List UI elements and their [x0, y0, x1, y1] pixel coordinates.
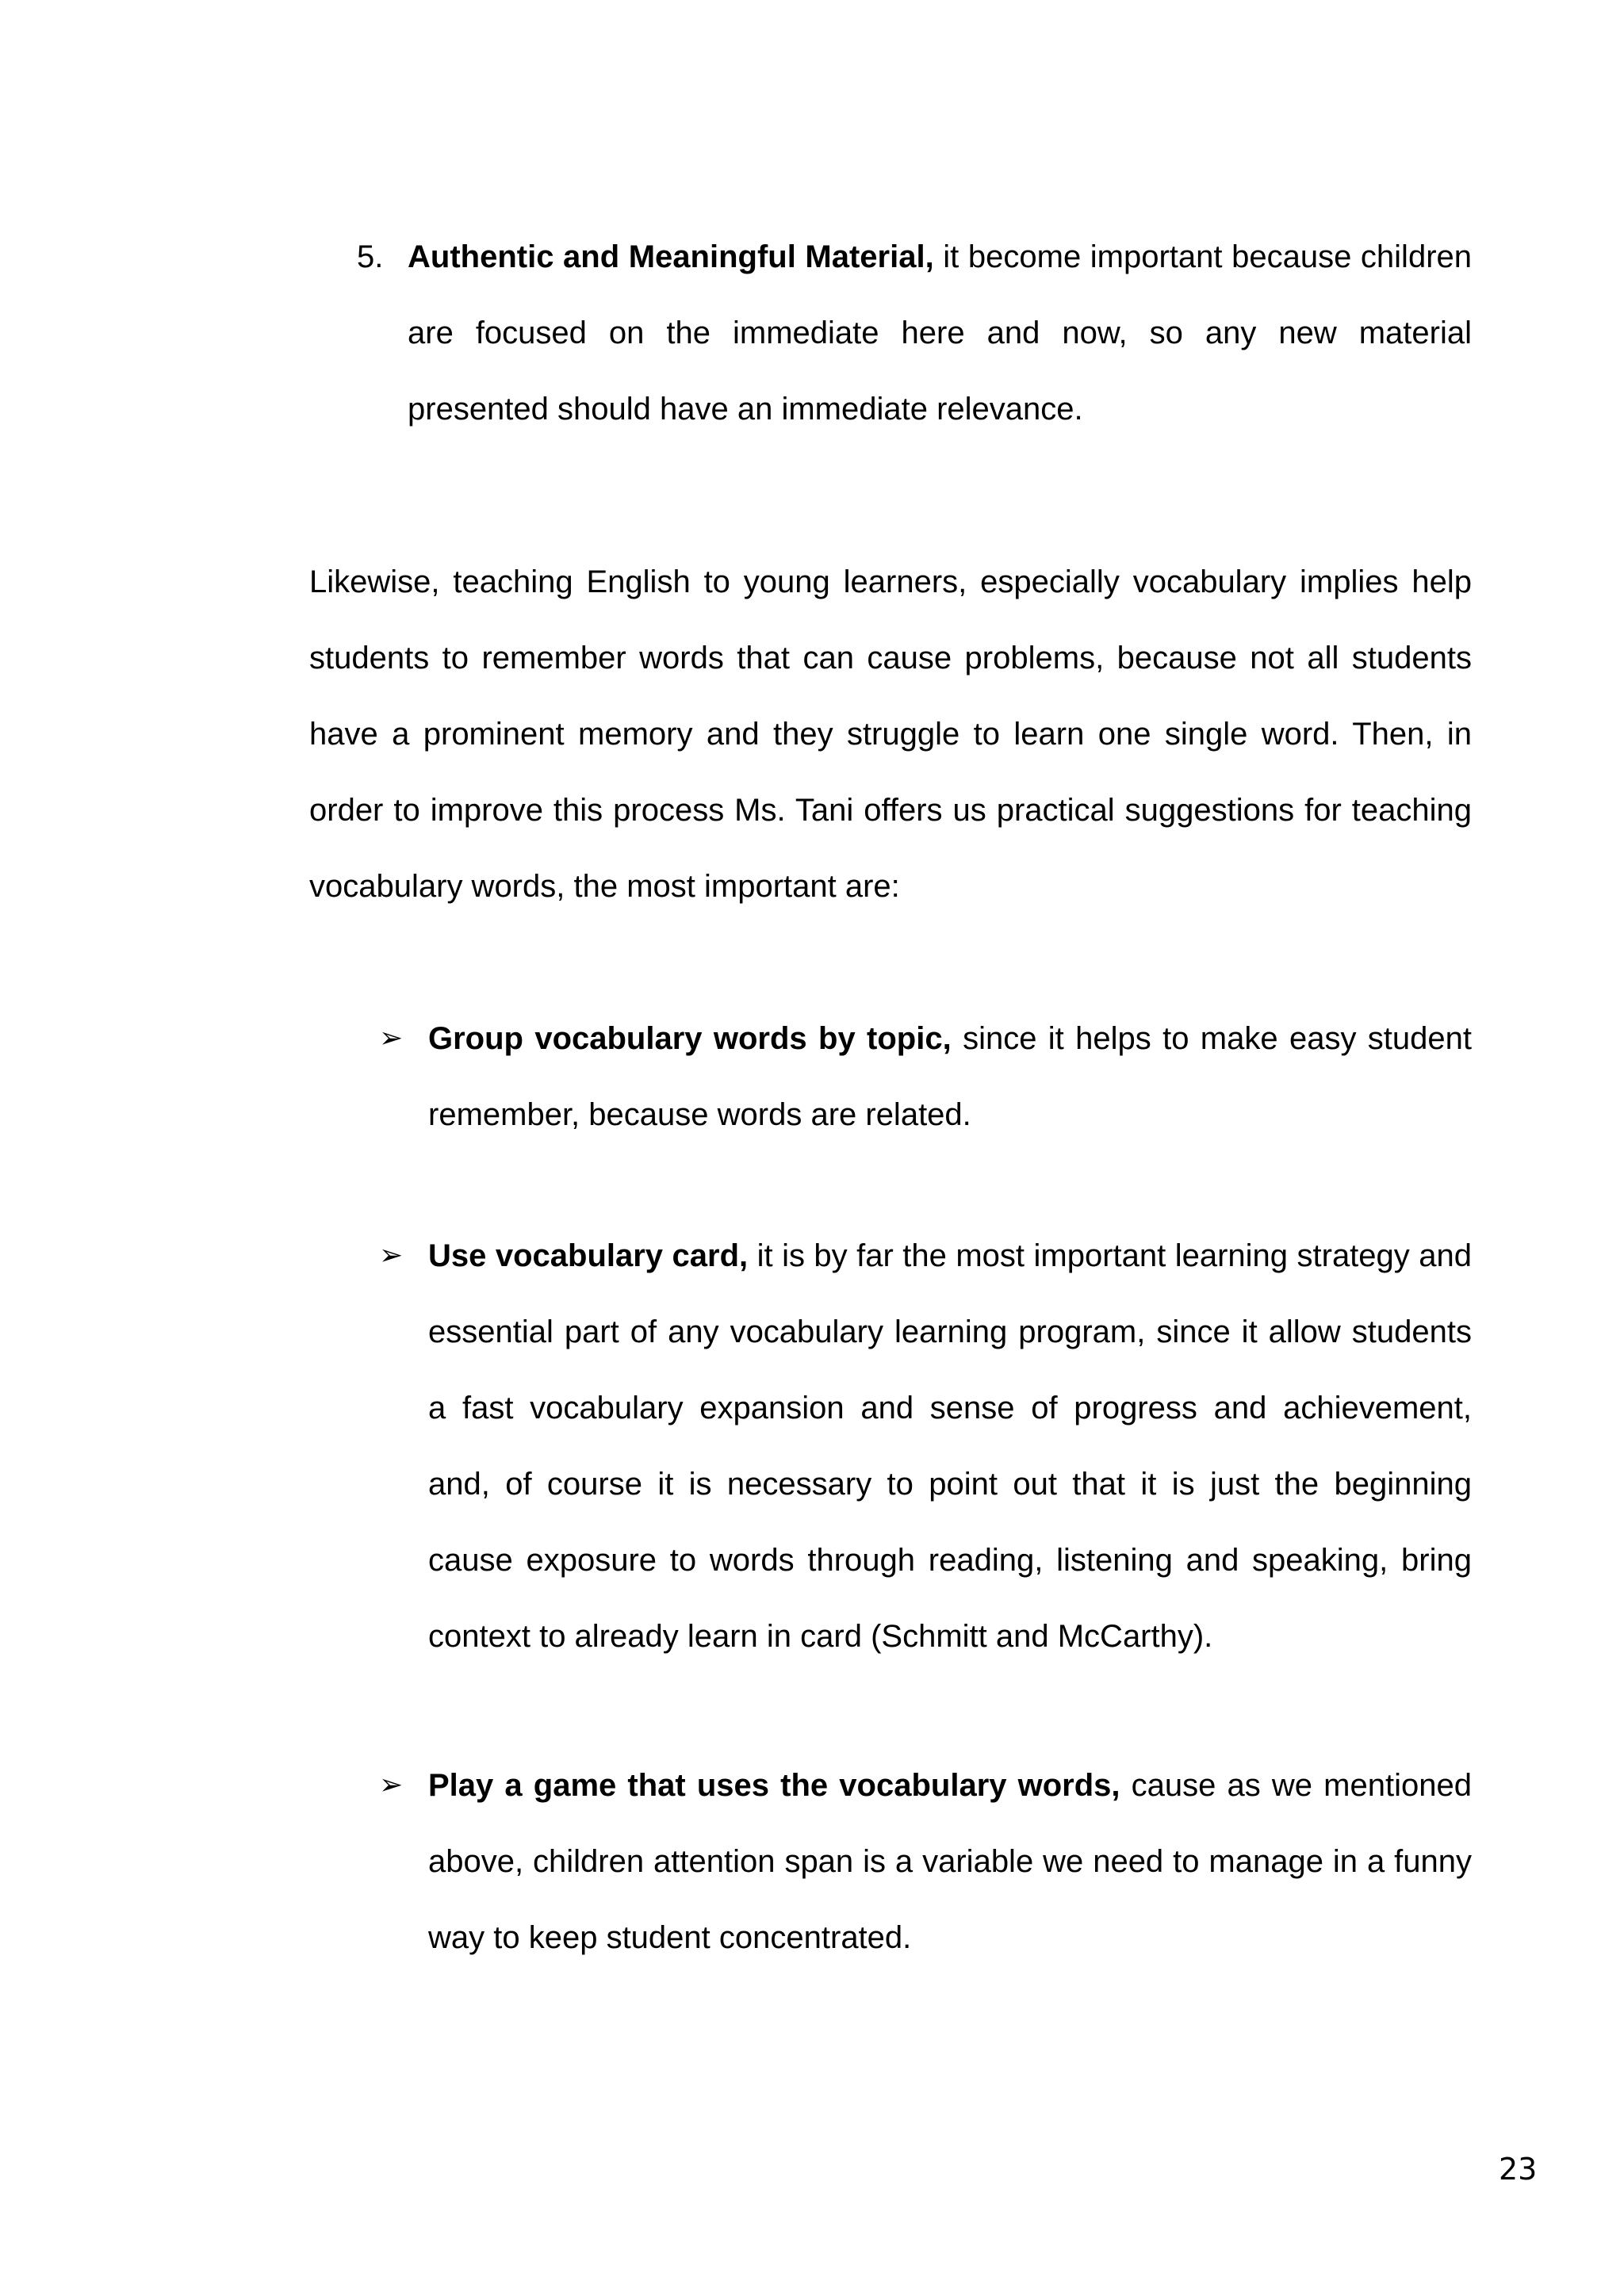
- list-item-body: since it helps to make easy student remember, because words are related.: [428, 1021, 1473, 1132]
- list-item: [379, 1218, 1472, 1674]
- paragraph-text: Likewise, teaching English to young learners, especially vocabulary implies help students to remember words that can cause problems, because not all students have a prominent memory and they struggle to learn one single word. Then, in order to improve this process Ms. Tani offers us practical suggestions for teaching vocabulary words, the most important are:: [309, 564, 1472, 904]
- list-item-heading: Play a game that uses the vocabulary words,: [428, 1768, 1120, 1803]
- list-item-text: [428, 1218, 1472, 1674]
- list-item-text: [428, 1747, 1472, 1976]
- numbered-item-5: [357, 219, 1472, 447]
- list-item-heading: Group vocabulary words by topic,: [428, 1021, 952, 1056]
- list-item-text: [428, 1001, 1472, 1153]
- list-item-body: it is by far the most important learning strategy and essential part of any vocabulary learning program, since it allow students a fast vocabulary expansion and sense of progress and achievement, and, of course it is necessary to point out that it is just the beginning cause exposure to words through reading, listening and speaking, bring context to already learn in card (Schmitt and McCarthy).: [428, 1238, 1472, 1654]
- arrow-bullet-icon: ➢: [379, 1769, 404, 1801]
- arrow-bullet-icon: ➢: [379, 1022, 404, 1054]
- numbered-item-text: [408, 219, 1472, 447]
- list-item-heading: Use vocabulary card,: [428, 1238, 749, 1273]
- body-paragraph: [309, 544, 1472, 924]
- page-number: 23: [1499, 2152, 1538, 2187]
- list-item-body: cause as we mentioned above, children attention span is a variable we need to manage in a funny way to keep student concentrated.: [428, 1768, 1472, 1955]
- item-number: 5.: [357, 239, 384, 274]
- list-item: [379, 1001, 1472, 1153]
- item-heading: Authentic and Meaningful Material,: [408, 239, 934, 274]
- item-body: it become important because children are focused on the immediate here and now, so any new material presented should have an immediate relevance.: [408, 239, 1473, 427]
- list-item: [379, 1747, 1472, 1976]
- arrow-bullet-icon: ➢: [379, 1239, 404, 1272]
